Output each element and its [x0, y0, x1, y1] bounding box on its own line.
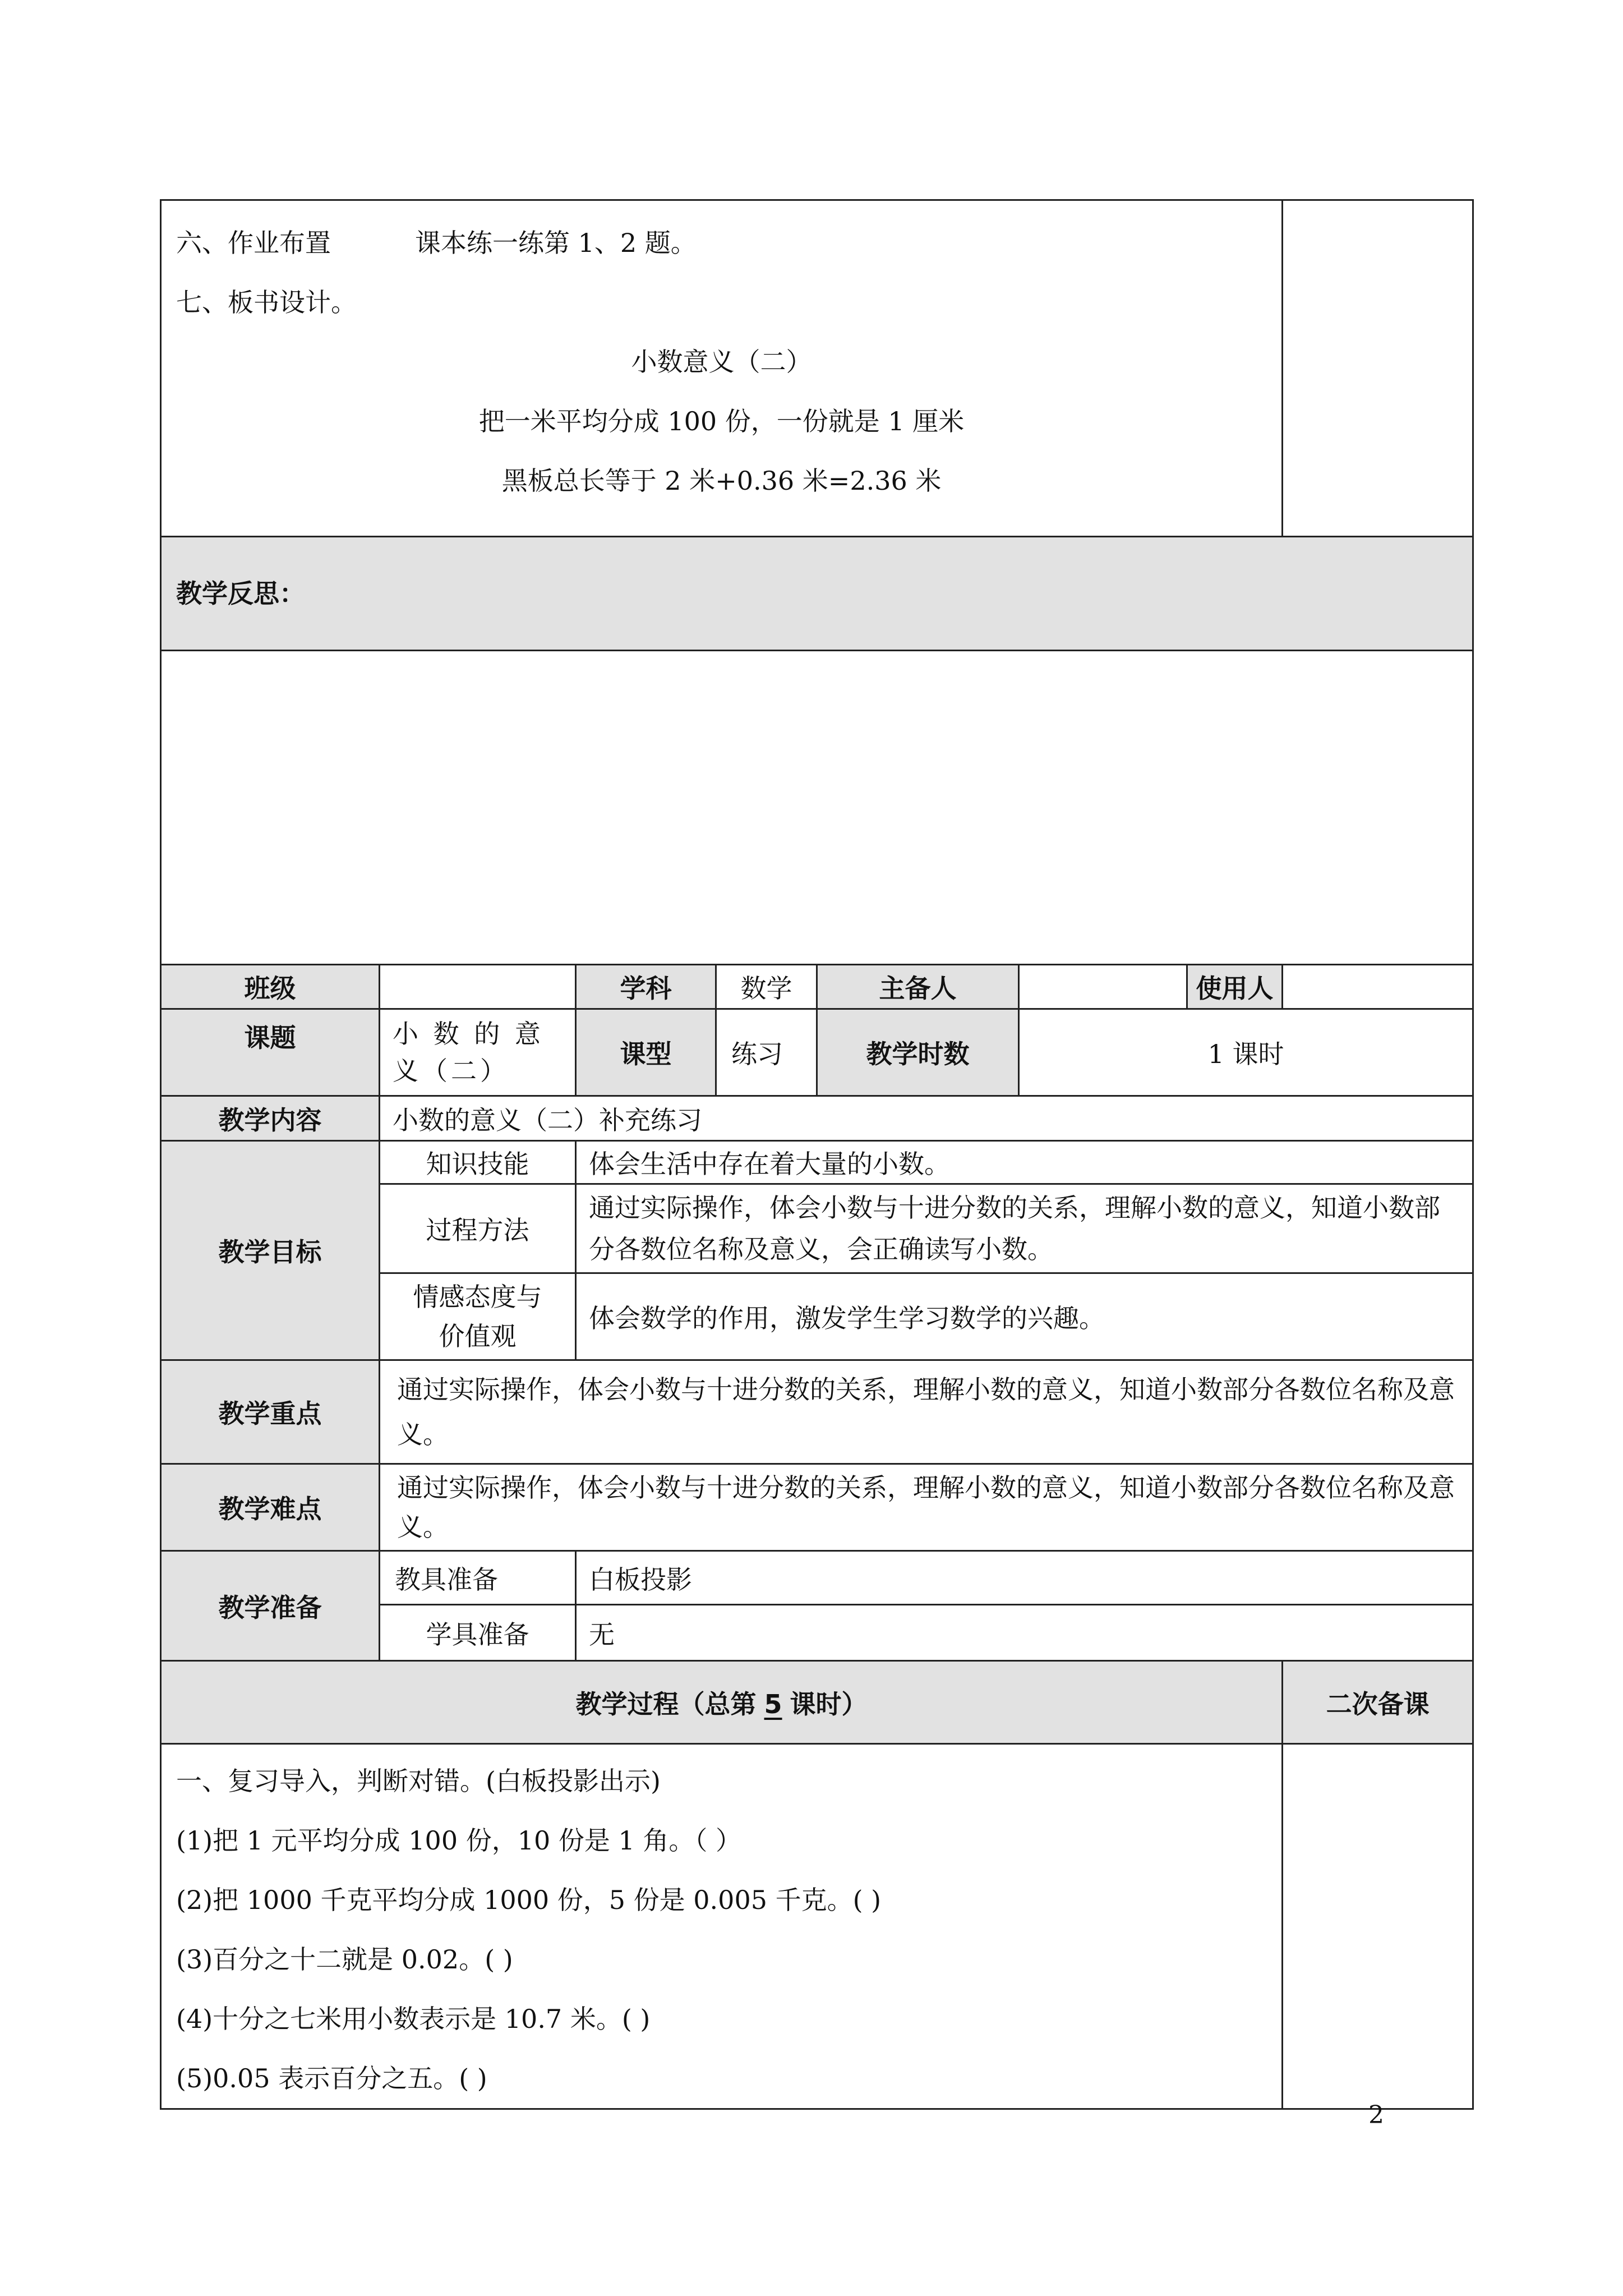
prep-label: 教学准备: [161, 1551, 380, 1661]
process-line-5: (5)0.05 表示百分之五。( ): [176, 2063, 487, 2093]
lesson-number: 5: [764, 1688, 782, 1719]
homework-label: 六、作业布置: [176, 228, 331, 258]
content-label: 教学内容: [161, 1096, 380, 1141]
process-title-pre: 教学过程（总第: [575, 1688, 757, 1719]
homework-line: [162, 213, 1281, 273]
class-label: 班级: [161, 965, 380, 1009]
prep1-value: 白板投影: [576, 1551, 1473, 1605]
process-line-1: (1)把 1 元平均分成 100 份，10 份是 1 角。（ ）: [176, 1825, 742, 1856]
process-title-post: 课时）: [790, 1688, 868, 1719]
process-body: [161, 1744, 1283, 2109]
difficulty-label: 教学难点: [161, 1464, 380, 1551]
prep2-label: 学具准备: [380, 1605, 576, 1661]
class-value: [380, 965, 576, 1009]
subject-value: 数学: [716, 965, 817, 1009]
process-line-3: (3)百分之十二就是 0.02。( ): [176, 1944, 513, 1975]
reflection-label: 教学反思：: [161, 537, 1473, 651]
board-title: 小数意义（二）: [631, 347, 812, 377]
type-label: 课型: [576, 1009, 716, 1096]
prep1-label: 教具准备: [380, 1551, 576, 1605]
board-design-heading: 七、板书设计。: [176, 287, 357, 318]
second-prep-empty-bottom: [1283, 1744, 1473, 2109]
subject-label: 学科: [576, 965, 716, 1009]
preparer-label: 主备人: [817, 965, 1019, 1009]
page-number: 2: [1368, 2101, 1384, 2129]
reflection-area: [161, 651, 1473, 965]
key-label: 教学重点: [161, 1360, 380, 1464]
goal3-label: 情感态度与价值观: [380, 1273, 576, 1360]
homework-text: 课本练一练第 1、2 题。: [415, 228, 697, 258]
content-value: 小数的意义（二）补充练习: [380, 1096, 1473, 1141]
user-value: [1283, 965, 1473, 1009]
second-prep-header: 二次备课: [1283, 1661, 1473, 1744]
hours-label: 教学时数: [817, 1009, 1019, 1096]
goal3-value: 体会数学的作用，激发学生学习数学的兴趣。: [576, 1273, 1473, 1360]
goal2-value: 通过实际操作，体会小数与十进分数的关系，理解小数的意义，知道小数部分各数位名称及意义，会正确读写小数。: [576, 1184, 1473, 1273]
difficulty-value: 通过实际操作，体会小数与十进分数的关系，理解小数的意义，知道小数部分各数位名称及意义。: [380, 1464, 1473, 1551]
prep2-value: 无: [576, 1605, 1473, 1661]
goal1-value: 体会生活中存在着大量的小数。: [576, 1141, 1473, 1184]
process-line-2: (2)把 1000 千克平均分成 1000 份，5 份是 0.005 千克。( ): [176, 1885, 882, 1915]
goal1-label: 知识技能: [380, 1141, 576, 1184]
preparer-value: [1019, 965, 1187, 1009]
key-value: 通过实际操作，体会小数与十进分数的关系，理解小数的意义，知道小数部分各数位名称及意义。: [380, 1360, 1473, 1464]
homework-board-cell: [161, 200, 1283, 537]
topic-value: 小 数 的 意 义（二）: [380, 1009, 576, 1096]
goal2-label: 过程方法: [380, 1184, 576, 1273]
process-line-4: (4)十分之七米用小数表示是 10.7 米。( ): [176, 2004, 651, 2034]
hours-value: 1 课时: [1019, 1009, 1473, 1096]
goals-label: 教学目标: [161, 1141, 380, 1360]
board-line-1: 把一米平均分成 100 份，一份就是 1 厘米: [478, 406, 965, 436]
second-prep-empty-top: [1283, 200, 1473, 537]
lesson-plan-table: [160, 199, 1474, 2110]
process-line-0: 一、复习导入，判断对错。(白板投影出示): [176, 1766, 661, 1796]
board-line-2: 黑板总长等于 2 米+0.36 米=2.36 米: [501, 466, 942, 496]
topic-label: 课题: [161, 1009, 380, 1096]
type-value: 练习: [716, 1009, 817, 1096]
user-label: 使用人: [1187, 965, 1283, 1009]
process-title: [161, 1661, 1283, 1744]
